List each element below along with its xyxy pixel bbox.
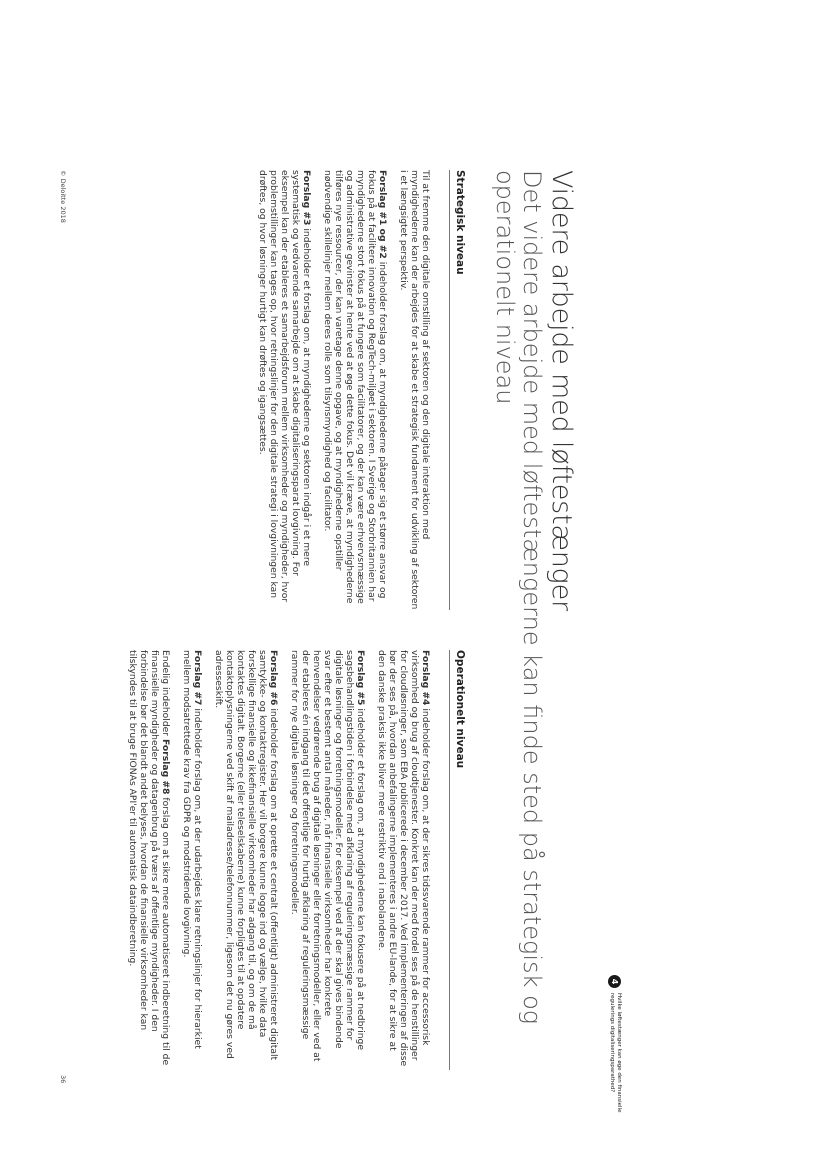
strategic-paragraph-1	[322, 170, 388, 610]
proposal-label: Forslag #7	[192, 650, 203, 706]
operational-paragraph-3	[213, 650, 279, 1070]
proposal-label: Forslag #1 og #2	[377, 170, 388, 259]
paragraph-text: indeholder forslag om, at der udarbejdes klare retningslinjer for hierarkiet mellem modsatrettede krav fra GDPR og modstridende lovgivning.	[181, 650, 203, 1049]
operational-paragraph-2	[289, 650, 366, 1070]
section-badge	[608, 975, 622, 1143]
paragraph-text: indeholder forslag om, at myndighederne påtager sig et større ansvar og fokus på at facilitere innovation og RegTech-miljøet i sektoren. I Sverige og Storbritannien har myndighederne stort fokus på at fungere som facilitatorer, og der kan være erhvervsmæssige og administrative gevinster at hente ved at øge dette fokus. Det vil kræve, at myndighederne tilføres nye ressourcer, der kan varetage denne opgave, og at myndighederne opstiller nødvendige skillelinjer mellem deres rolle som tilsynsmyndighed og facilitator.	[322, 170, 388, 604]
paragraph-text: indeholder forslag om at oprette et centralt (offentligt) administreret digitalt samtykke- og kontaktregister. Her vil borgere kunne logge ind og vælge, hvilke data forskellige finansielle og ikkefinansielle virksomheder har adgang til, og om de må kontaktes digitalt. Borgerne (eller teleselskaberne) kunne forpligtes til at opdatere kontaktoplysningerne ved skift af mailadresse/telefonnummer, ligesom det nu gøres ved adresseskift.	[213, 650, 279, 1061]
paragraph-text: indeholder et forslag om, at myndighederne og sektoren indgår i et mere systematisk og vedvarende samarbejde om at skabe digitaliseringsparat lovgivning. For eksempel kan der etableres et samarbejdsforum mellem virksomheder og myndigheder, hvor problemstillinger kan tages op, hvor retningslinjer for den digitale strategi i lovgivningen kan drøftes, og hvor løsninger hurtigt kan drøftes og igangsættes.	[257, 170, 312, 603]
operational-heading: Operationelt niveau	[449, 650, 466, 1070]
page-title: Videre arbejde med løftestænger	[546, 170, 577, 611]
proposal-label: Forslag #8	[160, 739, 171, 795]
operational-paragraph-5	[127, 650, 171, 1070]
paragraph-text: Endelig indeholder	[160, 650, 171, 740]
strategic-heading: Strategisk niveau	[449, 170, 466, 610]
operational-paragraph-1	[376, 650, 431, 1070]
proposal-label: Forslag #6	[268, 650, 279, 706]
strategic-column	[257, 170, 466, 610]
paragraph-text: indeholder et forslag om, at myndighederne kan fokusere på at nedbringe sagsbehandlingstiden i forbindelse med afklaring af reguleringsmæssige rammer for digitale løsninger og forretningsmodeller. For eksempel ved at der skal gives bindende svar efter et bestemt antal måneder, når finansielle virksomheder har konkrete henvendelser vedrørende brug af digitale løsninger eller forretningsmodeller, eller ved at der etableres én indgang til det offentlige for hurtig afklaring af reguleringsmæssige rammer for nye digitale løsninger og forretningsmodeller.	[289, 650, 366, 1062]
page-number: 36	[59, 1075, 67, 1084]
operational-paragraph-4	[181, 650, 203, 1070]
section-number-icon: 4	[608, 975, 621, 988]
section-badge-label: Hvilke løftestænger kan øge den finansielle regulerings digitaliseringsparathed?	[609, 993, 622, 1113]
paragraph-text: indeholder forslag om, at der sikres tidssvarende rammer for accessorisk virksomhed og brug af cloudtjenester. Konkret kan der med fordel ses på de henstillinger for cloudløsninger, som EBA publicerede i december 2017. Ved implementeringen af disse bør der ses på, hvordan anbefalingerne implementeres i andre EU-lande, for at sikre at den danske praksis ikke bliver mere restriktiv end i nabolandene.	[376, 650, 431, 1067]
proposal-label: Forslag #4	[420, 650, 431, 706]
operational-column	[127, 650, 466, 1070]
strategic-paragraph-2	[257, 170, 312, 610]
strategic-intro: Til at fremme den digitale omstilling af sektoren og den digitale interaktion med myndighederne kan der arbejdes for at skabe et strategisk fundament for udvikling af sektoren i et længsigtet perspektiv.	[398, 170, 431, 610]
proposal-label: Forslag #5	[355, 650, 366, 706]
page-subtitle: Det videre arbejde med løftestængerne kan finde sted på strategisk og operationelt niveau	[491, 170, 546, 1025]
copyright-footer: © Deloitte 2018	[59, 170, 67, 223]
proposal-label: Forslag #3	[301, 170, 312, 226]
paragraph-text: forslag om at sikre mere automatiseret indberetning til de finansielle myndigheder og datagenbrug på tværs af offentlige myndigheder. I den forbindelse bør det blandt andet belyses, hvordan de finansielle virksomheder kan tilskyndes til at bruge FIONAs API'er til automatisk dataindberetning.	[127, 650, 171, 1066]
